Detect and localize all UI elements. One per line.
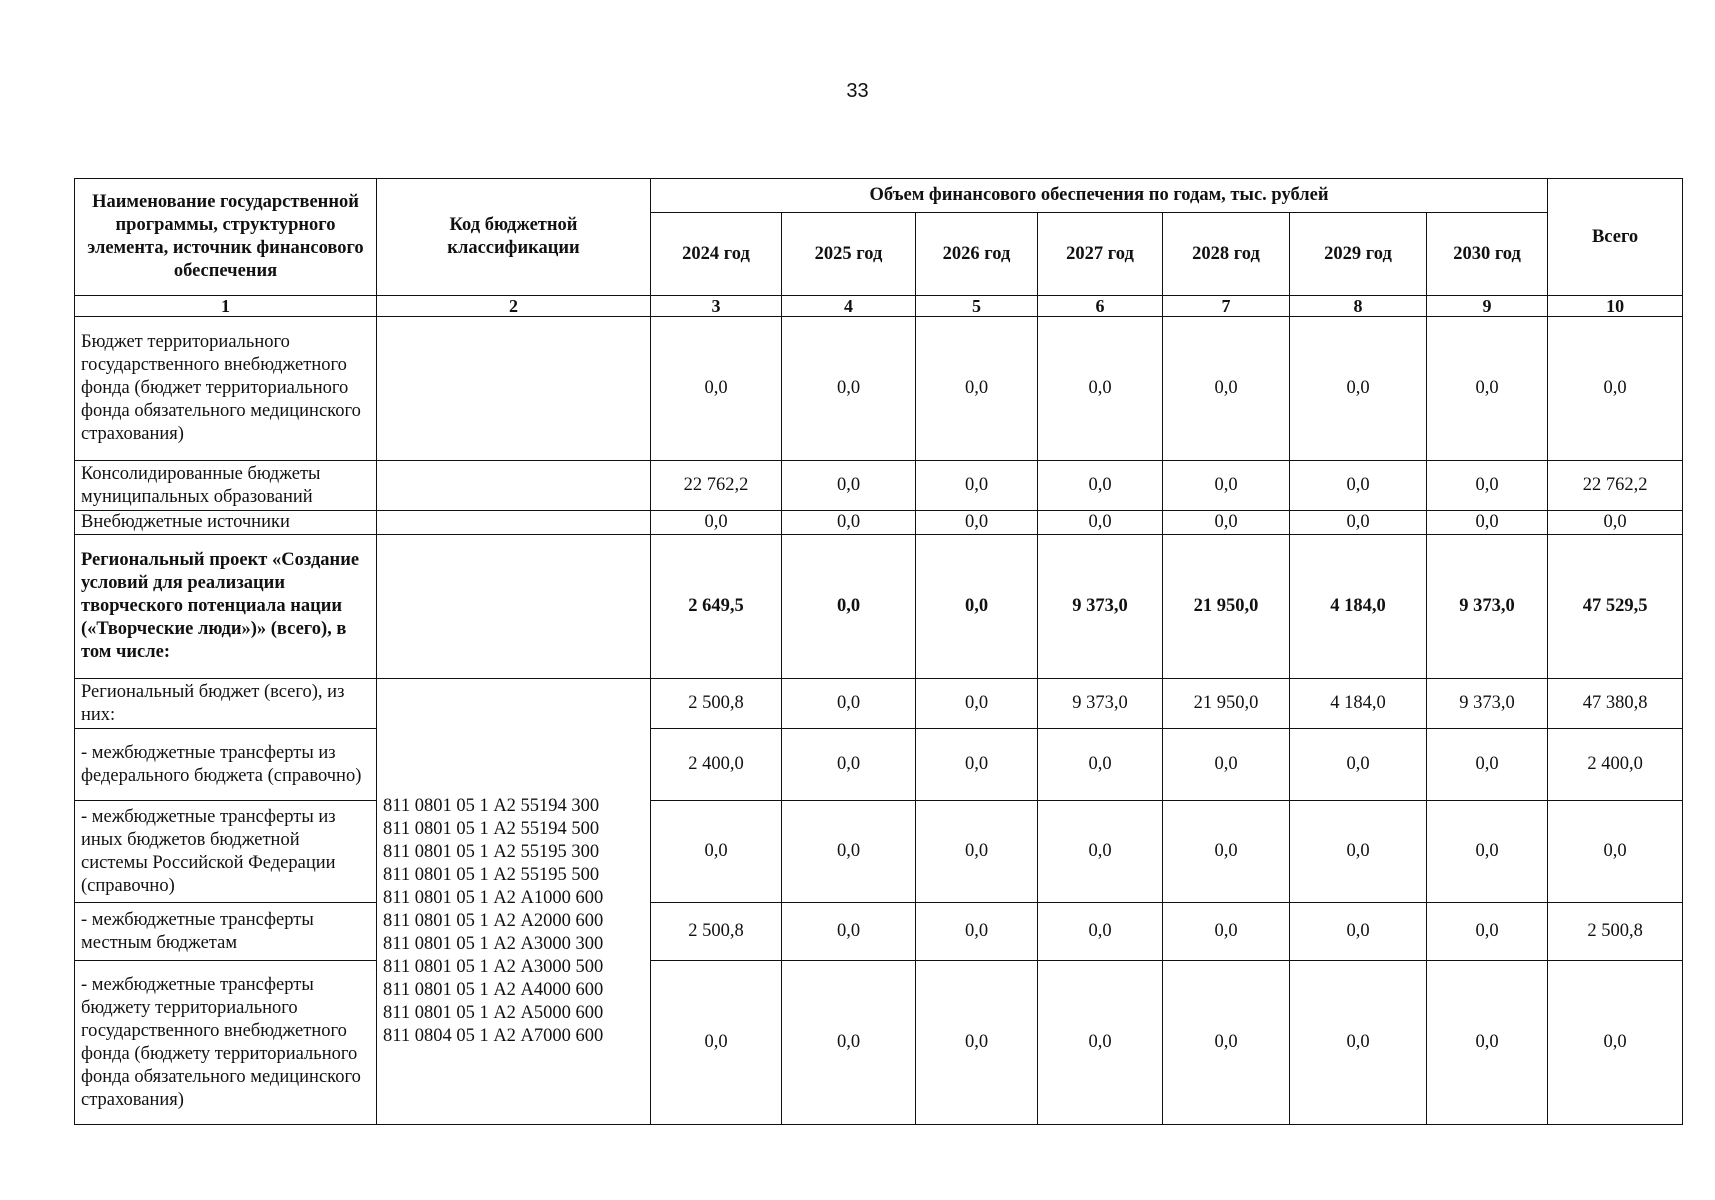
cell-value: 0,0 bbox=[1427, 511, 1548, 535]
budget-code: 811 0801 05 1 А2 А4000 600 bbox=[383, 980, 604, 1000]
cell-value-total: 2 400,0 bbox=[1548, 729, 1683, 801]
cell-value: 2 400,0 bbox=[651, 729, 782, 801]
cell-value: 21 950,0 bbox=[1163, 535, 1290, 679]
table-row bbox=[75, 511, 1683, 535]
cell-value: 0,0 bbox=[916, 679, 1038, 729]
column-number: 10 bbox=[1548, 296, 1683, 317]
row-name: Региональный бюджет (всего), из них: bbox=[75, 679, 377, 729]
cell-value: 0,0 bbox=[1038, 511, 1163, 535]
cell-value-total: 0,0 bbox=[1548, 961, 1683, 1125]
cell-value: 0,0 bbox=[1427, 903, 1548, 961]
row-name: Консолидированные бюджеты муниципальных образований bbox=[75, 461, 377, 511]
row-name: Бюджет территориального государственного внебюджетного фонда (бюджет территориального фонда обязательного медицинского страхования) bbox=[75, 317, 377, 461]
cell-value-total: 47 380,8 bbox=[1548, 679, 1683, 729]
cell-value: 0,0 bbox=[1290, 317, 1427, 461]
cell-value: 0,0 bbox=[782, 729, 916, 801]
budget-code: 811 0801 05 1 А2 А5000 600 bbox=[383, 1003, 604, 1023]
table-row bbox=[75, 801, 1683, 903]
header-year: 2027 год bbox=[1038, 213, 1163, 296]
cell-value: 9 373,0 bbox=[1427, 535, 1548, 679]
cell-value: 0,0 bbox=[782, 961, 916, 1125]
cell-value-total: 47 529,5 bbox=[1548, 535, 1683, 679]
cell-value: 0,0 bbox=[1427, 461, 1548, 511]
cell-value: 0,0 bbox=[916, 535, 1038, 679]
table-row bbox=[75, 317, 1683, 461]
cell-value: 0,0 bbox=[1290, 511, 1427, 535]
page-number: 33 bbox=[846, 80, 869, 102]
cell-value: 0,0 bbox=[1290, 903, 1427, 961]
cell-value: 0,0 bbox=[651, 317, 782, 461]
table-row bbox=[75, 679, 1683, 729]
row-name: - межбюджетные трансферты местным бюджетам bbox=[75, 903, 377, 961]
row-code bbox=[377, 535, 651, 679]
cell-value-total: 2 500,8 bbox=[1548, 903, 1683, 961]
budget-code: 811 0801 05 1 А2 55195 500 bbox=[383, 865, 600, 885]
cell-value: 0,0 bbox=[916, 801, 1038, 903]
row-name: - межбюджетные трансферты бюджету территориального государственного внебюджетного фонда (бюджету территориального фонда обязательного медицинского страхования) bbox=[75, 961, 377, 1125]
cell-value: 0,0 bbox=[1290, 801, 1427, 903]
cell-value: 0,0 bbox=[1290, 461, 1427, 511]
cell-value: 0,0 bbox=[916, 729, 1038, 801]
cell-value: 0,0 bbox=[1163, 961, 1290, 1125]
column-number: 3 bbox=[651, 296, 782, 317]
row-code bbox=[377, 511, 651, 535]
table-row bbox=[75, 461, 1683, 511]
cell-value: 0,0 bbox=[782, 801, 916, 903]
row-name: - межбюджетные трансферты из иных бюджетов бюджетной системы Российской Федерации (справочно) bbox=[75, 801, 377, 903]
header-year: 2026 год bbox=[916, 213, 1038, 296]
cell-value: 21 950,0 bbox=[1163, 679, 1290, 729]
cell-value-total: 0,0 bbox=[1548, 511, 1683, 535]
cell-value: 0,0 bbox=[1163, 801, 1290, 903]
cell-value: 0,0 bbox=[1163, 317, 1290, 461]
cell-value: 4 184,0 bbox=[1290, 679, 1427, 729]
header-year: 2029 год bbox=[1290, 213, 1427, 296]
header-year: 2030 год bbox=[1427, 213, 1548, 296]
cell-value: 0,0 bbox=[1163, 903, 1290, 961]
cell-value: 0,0 bbox=[1038, 317, 1163, 461]
cell-value: 0,0 bbox=[1290, 961, 1427, 1125]
table-row bbox=[75, 535, 1683, 679]
cell-value: 2 500,8 bbox=[651, 679, 782, 729]
budget-code: 811 0801 05 1 А2 А3000 300 bbox=[383, 934, 604, 954]
column-number: 6 bbox=[1038, 296, 1163, 317]
cell-value: 0,0 bbox=[1038, 461, 1163, 511]
header-code-col: Код бюджетной классификации bbox=[377, 179, 651, 296]
row-code bbox=[377, 317, 651, 461]
table-row bbox=[75, 903, 1683, 961]
cell-value: 9 373,0 bbox=[1038, 535, 1163, 679]
budget-code: 811 0804 05 1 А2 А7000 600 bbox=[383, 1026, 604, 1046]
column-number: 2 bbox=[377, 296, 651, 317]
cell-value: 22 762,2 bbox=[651, 461, 782, 511]
budget-codes-cell bbox=[377, 679, 651, 1125]
row-name: Региональный проект «Создание условий для реализации творческого потенциала нации («Творческие люди»)» (всего), в том числе: bbox=[75, 535, 377, 679]
header-year: 2028 год bbox=[1163, 213, 1290, 296]
cell-value: 0,0 bbox=[916, 461, 1038, 511]
column-number: 1 bbox=[75, 296, 377, 317]
cell-value: 4 184,0 bbox=[1290, 535, 1427, 679]
cell-value: 0,0 bbox=[651, 801, 782, 903]
cell-value: 0,0 bbox=[916, 961, 1038, 1125]
cell-value: 0,0 bbox=[1038, 903, 1163, 961]
cell-value: 0,0 bbox=[916, 317, 1038, 461]
cell-value: 0,0 bbox=[782, 511, 916, 535]
cell-value: 0,0 bbox=[1427, 729, 1548, 801]
header-row-top bbox=[75, 179, 1683, 213]
header-name-col: Наименование государственной программы, структурного элемента, источник финансового обеспечения bbox=[75, 179, 377, 296]
row-name: Внебюджетные источники bbox=[75, 511, 377, 535]
header-financing-group: Объем финансового обеспечения по годам, тыс. рублей bbox=[651, 179, 1548, 213]
financing-table bbox=[74, 178, 1683, 1125]
cell-value: 0,0 bbox=[782, 679, 916, 729]
budget-code: 811 0801 05 1 А2 А3000 500 bbox=[383, 957, 604, 977]
column-number: 4 bbox=[782, 296, 916, 317]
cell-value: 0,0 bbox=[782, 535, 916, 679]
cell-value: 0,0 bbox=[1290, 729, 1427, 801]
cell-value: 0,0 bbox=[782, 461, 916, 511]
cell-value: 9 373,0 bbox=[1038, 679, 1163, 729]
cell-value: 0,0 bbox=[1427, 801, 1548, 903]
cell-value: 0,0 bbox=[1038, 801, 1163, 903]
cell-value: 0,0 bbox=[782, 903, 916, 961]
header-year: 2024 год bbox=[651, 213, 782, 296]
cell-value: 0,0 bbox=[1427, 961, 1548, 1125]
cell-value: 0,0 bbox=[1163, 511, 1290, 535]
header-year: 2025 год bbox=[782, 213, 916, 296]
cell-value-total: 22 762,2 bbox=[1548, 461, 1683, 511]
table-row bbox=[75, 729, 1683, 801]
header-total-col: Всего bbox=[1548, 179, 1683, 296]
cell-value: 0,0 bbox=[1163, 729, 1290, 801]
cell-value-total: 0,0 bbox=[1548, 801, 1683, 903]
cell-value: 9 373,0 bbox=[1427, 679, 1548, 729]
cell-value: 0,0 bbox=[1038, 961, 1163, 1125]
column-number-row bbox=[75, 296, 1683, 317]
cell-value-total: 0,0 bbox=[1548, 317, 1683, 461]
cell-value: 0,0 bbox=[1038, 729, 1163, 801]
cell-value: 0,0 bbox=[916, 511, 1038, 535]
cell-value: 0,0 bbox=[782, 317, 916, 461]
budget-codes-list bbox=[383, 755, 644, 1048]
row-code bbox=[377, 461, 651, 511]
cell-value: 2 500,8 bbox=[651, 903, 782, 961]
table-row bbox=[75, 961, 1683, 1125]
cell-value: 0,0 bbox=[1163, 461, 1290, 511]
column-number: 5 bbox=[916, 296, 1038, 317]
column-number: 8 bbox=[1290, 296, 1427, 317]
cell-value: 0,0 bbox=[916, 903, 1038, 961]
cell-value: 0,0 bbox=[651, 961, 782, 1125]
column-number: 9 bbox=[1427, 296, 1548, 317]
budget-code: 811 0801 05 1 А2 А1000 600 bbox=[383, 888, 604, 908]
budget-code: 811 0801 05 1 А2 55195 300 bbox=[383, 842, 600, 862]
budget-code: 811 0801 05 1 А2 А2000 600 bbox=[383, 911, 604, 931]
cell-value: 0,0 bbox=[651, 511, 782, 535]
budget-code: 811 0801 05 1 А2 55194 300 bbox=[383, 796, 600, 816]
cell-value: 0,0 bbox=[1427, 317, 1548, 461]
cell-value: 2 649,5 bbox=[651, 535, 782, 679]
budget-code: 811 0801 05 1 А2 55194 500 bbox=[383, 819, 600, 839]
row-name: - межбюджетные трансферты из федерального бюджета (справочно) bbox=[75, 729, 377, 801]
column-number: 7 bbox=[1163, 296, 1290, 317]
